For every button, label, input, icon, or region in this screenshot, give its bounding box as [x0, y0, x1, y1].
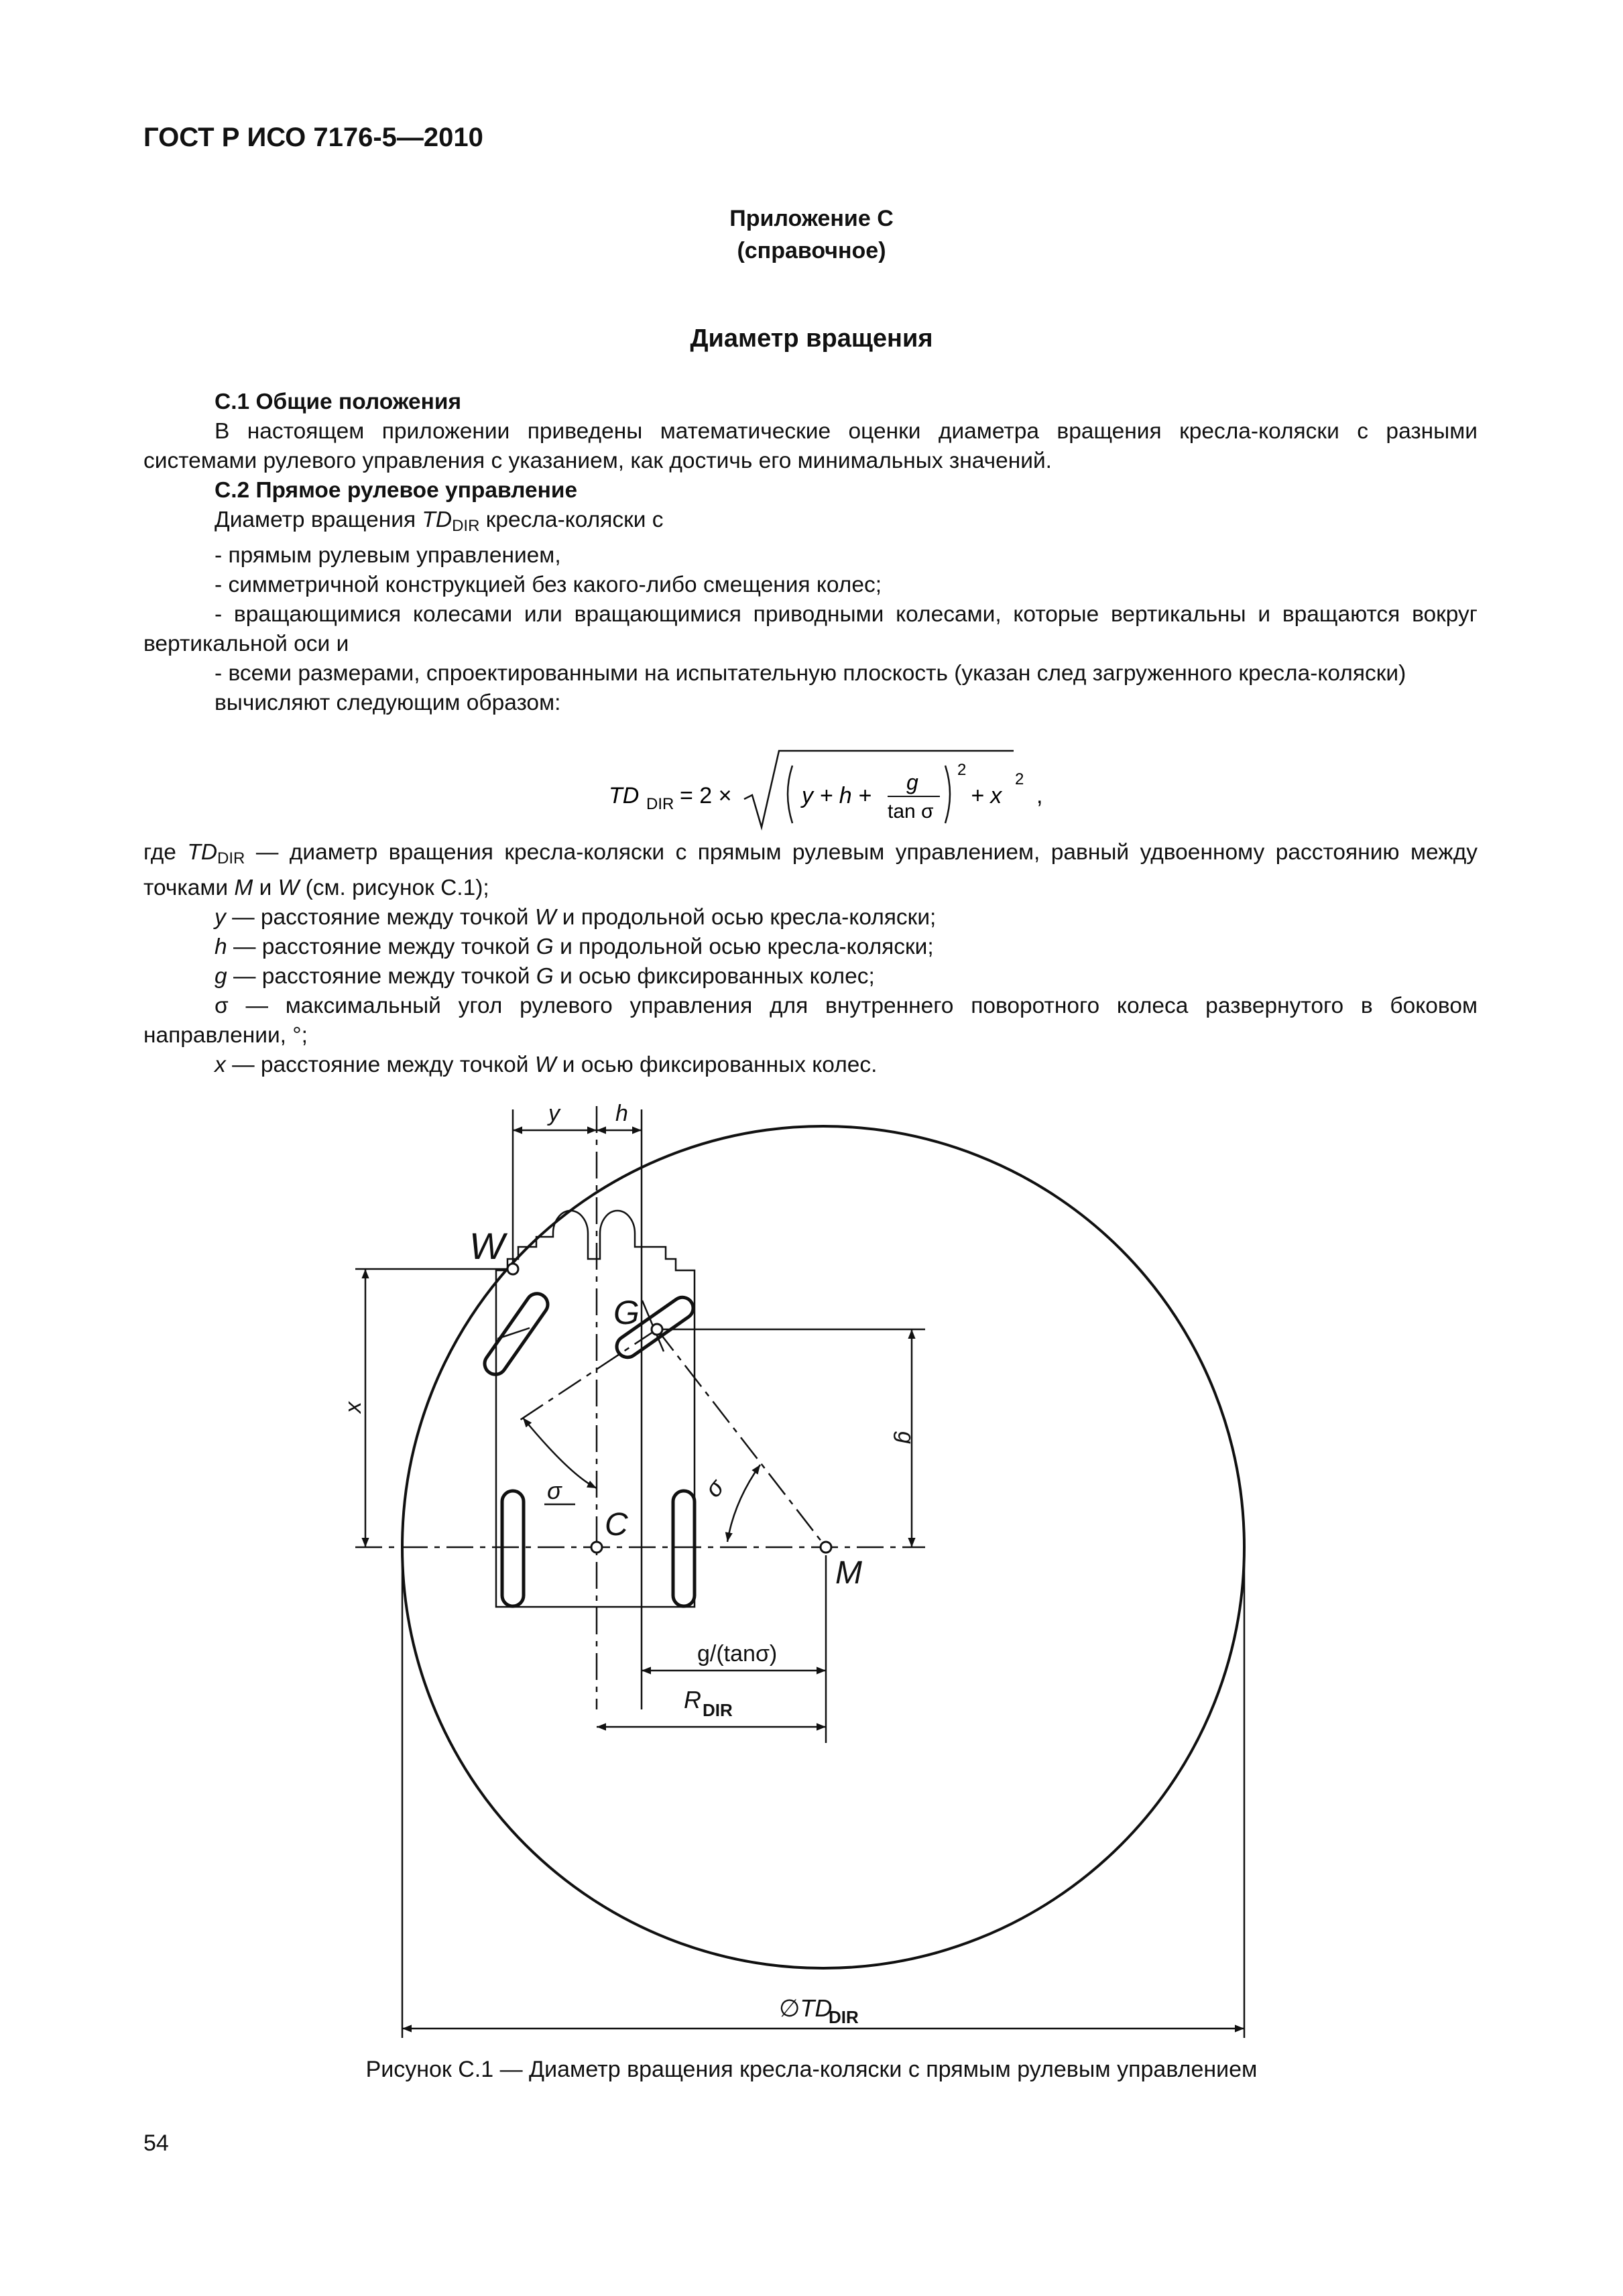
label-g-dim: g — [893, 1431, 918, 1444]
point-m: M — [234, 875, 253, 900]
section-c1-text: В настоящем приложении приведены математические оценки диаметра вращения кресла-коляски с разными системами рулевого управления с указанием, как достичь его минимальных значений. — [143, 419, 1478, 473]
page-number: 54 — [143, 2130, 169, 2156]
label-sigma-right: σ — [699, 1473, 730, 1503]
annex-status: (справочное) — [737, 238, 886, 263]
label-w: W — [469, 1225, 505, 1267]
label-g: G — [613, 1294, 640, 1331]
fixed-wheel-left — [502, 1491, 524, 1606]
formula-td: TD — [609, 783, 640, 808]
def-symbol: g — [215, 964, 227, 989]
sigma-arc-right — [727, 1465, 760, 1542]
formula-eq: = 2 × — [680, 783, 732, 808]
def-text: — расстояние между точкой — [233, 964, 530, 989]
def-text-end: и продольной осью кресла-коляски; — [562, 905, 937, 930]
def-text: — максимальный угол рулевого управления для внутреннего поворотного колеса развернутого в боковом направлении, °; — [143, 993, 1478, 1048]
section-c1-title: С.1 Общие положения — [215, 389, 462, 414]
intro-text: Диаметр вращения — [215, 507, 416, 532]
def-point: W — [534, 905, 556, 930]
where-text: — диаметр вращения кресла-коляски с прямым рулевым управлением, равный удвоенному расстоянию между точками — [143, 840, 1478, 900]
td-symbol: TD — [422, 507, 453, 532]
label-y: y — [548, 1101, 560, 1126]
label-g-tan: g/(tanσ) — [697, 1641, 778, 1667]
point-c-marker — [591, 1542, 602, 1553]
label-c: C — [605, 1507, 628, 1543]
def-symbol: σ — [215, 993, 229, 1018]
formula-dir: DIR — [646, 795, 674, 813]
where-ref: (см. рисунок С.1); — [305, 875, 489, 900]
where-word: где — [143, 840, 176, 865]
label-diameter: ∅TD — [779, 1994, 833, 2022]
annex-label: Приложение С — [729, 206, 894, 231]
def-text: — расстояние между точкой — [232, 1052, 529, 1077]
bullet-item: - всеми размерами, спроектированными на испытательную плоскость (указан след загруженного кресла-коляски) — [215, 661, 1406, 686]
def-symbol: y — [215, 905, 226, 930]
formula-den: tan σ — [888, 800, 934, 823]
intro-text-2: кресла-коляски с — [485, 507, 664, 532]
line-g-m — [657, 1329, 826, 1547]
def-point: G — [536, 934, 554, 959]
def-text: — расстояние между точкой — [232, 905, 529, 930]
label-diameter-sub: DIR — [829, 2007, 859, 2027]
label-h: h — [615, 1101, 628, 1126]
label-x: x — [341, 1402, 366, 1413]
point-g-marker — [652, 1324, 662, 1335]
formula-num: g — [906, 770, 918, 794]
dir-subscript: DIR — [217, 849, 245, 867]
bullet-item: - прямым рулевым управлением, — [215, 543, 561, 568]
formula-exp-2: 2 — [1015, 770, 1024, 788]
formula-plus-x: + x — [971, 783, 1002, 808]
dir-subscript: DIR — [452, 517, 480, 535]
and-word: и — [259, 875, 272, 900]
def-symbol: x — [215, 1052, 226, 1077]
point-w-marker — [507, 1264, 518, 1274]
castor-wheel-left — [481, 1289, 552, 1378]
document-header: ГОСТ Р ИСО 7176-5—2010 — [143, 123, 483, 152]
fixed-wheel-right — [673, 1491, 695, 1606]
def-point: W — [534, 1052, 556, 1077]
def-text-end: и продольной осью кресла-коляски; — [560, 934, 934, 959]
calc-line: вычисляют следующим образом: — [215, 690, 561, 715]
bullet-item: - вращающимися колесами или вращающимися приводными колесами, которые вертикальны и вращаются вокруг вертикальной оси и — [143, 602, 1478, 656]
figure-caption: Рисунок С.1 — Диаметр вращения кресла-коляски с прямым рулевым управлением — [365, 2057, 1258, 2082]
point-w: W — [278, 875, 300, 900]
annex-title: Диаметр вращения — [690, 324, 933, 353]
line-g-sigma — [516, 1329, 657, 1423]
formula-comma: , — [1036, 783, 1043, 808]
label-m: M — [835, 1555, 862, 1591]
def-text-end: и осью фиксированных колес; — [560, 964, 875, 989]
section-c2-title: С.2 Прямое рулевое управление — [215, 478, 578, 503]
def-text-end: и осью фиксированных колес. — [562, 1052, 878, 1077]
point-m-marker — [821, 1542, 831, 1553]
def-point: G — [536, 964, 554, 989]
formula-exp: 2 — [957, 761, 967, 779]
bullet-item: - симметричной конструкцией без какого-либо смещения колес; — [215, 572, 882, 597]
def-symbol: h — [215, 934, 227, 959]
td-symbol: TD — [187, 840, 218, 865]
label-sigma-left: σ — [547, 1477, 562, 1504]
label-r: R — [684, 1686, 701, 1713]
formula-y-h: y + h + — [802, 783, 871, 808]
def-text: — расстояние между точкой — [233, 934, 530, 959]
label-r-sub: DIR — [703, 1700, 733, 1720]
